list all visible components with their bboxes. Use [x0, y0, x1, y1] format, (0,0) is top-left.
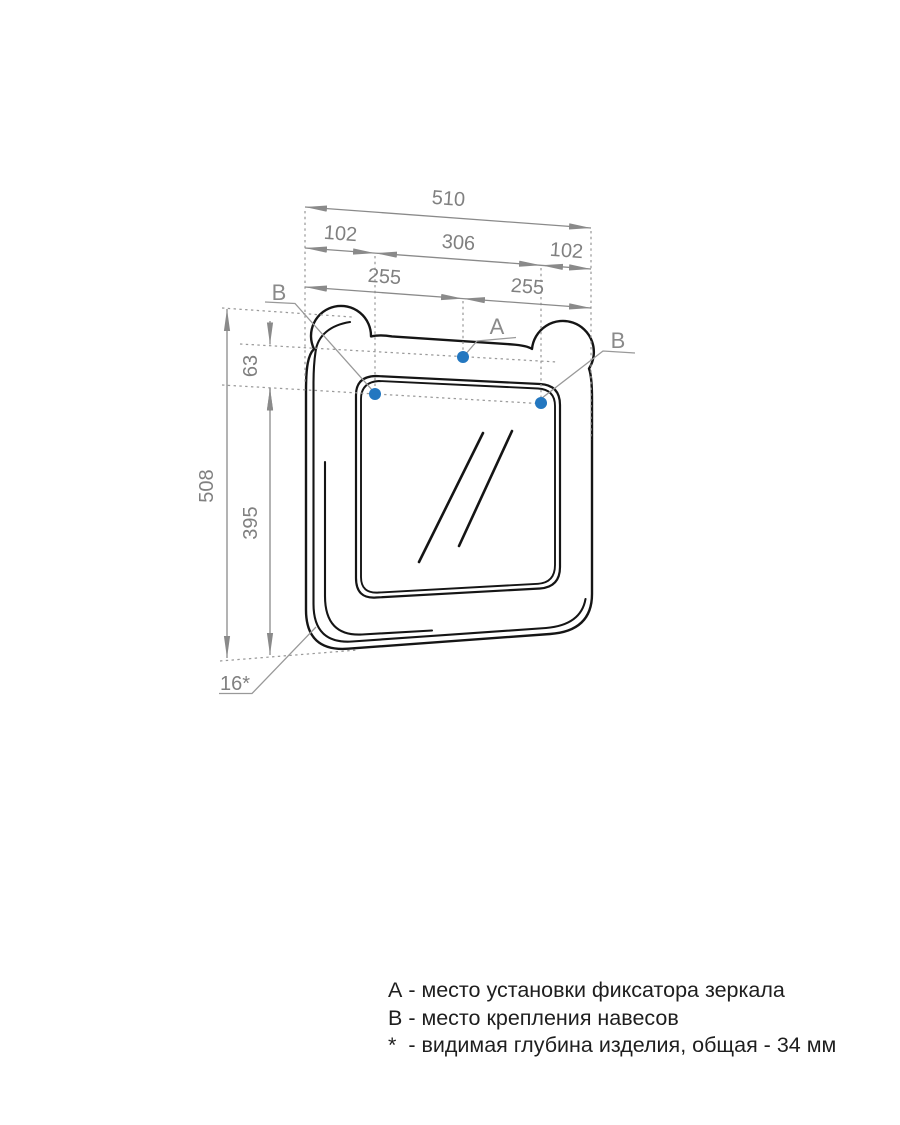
legend-line-a: А - место установки фиксатора зеркала: [388, 978, 785, 1002]
dim-label-395: 395: [240, 506, 262, 540]
mirror-body: [306, 306, 594, 649]
dim-label-255-right: 255: [509, 274, 545, 300]
legend-line-b: В - место крепления навесов: [388, 1006, 679, 1030]
mirror-glass: [356, 376, 560, 598]
dim-label-102-right: 102: [548, 238, 584, 264]
dim-label-63: 63: [240, 354, 262, 378]
dim-label-306: 306: [440, 230, 476, 256]
dim-line-255-left: [305, 287, 463, 299]
width-dimensions: [305, 187, 591, 308]
legend-line-depth: * - видимая глубина изделия, общая - 34 мм: [388, 1033, 837, 1057]
dim-label-510: 510: [430, 186, 466, 212]
dim-label-255-left: 255: [366, 264, 402, 290]
legend: [388, 978, 836, 1057]
mount-point-b-right-dot: [535, 397, 547, 409]
callout-b-top-right-label: В: [610, 328, 626, 353]
callout-b-top-left-label: В: [271, 280, 287, 305]
callout-a-label: А: [489, 314, 505, 339]
dim-line-102-right: [541, 265, 591, 269]
dim-label-16-depth: 16*: [219, 673, 251, 695]
mount-point-b-left-dot: [369, 388, 381, 400]
height-dimensions: [196, 309, 270, 658]
dim-line-306: [375, 253, 541, 265]
dim-label-508: 508: [196, 469, 218, 503]
mount-point-a-dot: [457, 351, 469, 363]
dim-line-255-right: [463, 299, 591, 308]
dim-line-102-left: [305, 248, 375, 253]
dim-label-102-left: 102: [322, 221, 358, 247]
